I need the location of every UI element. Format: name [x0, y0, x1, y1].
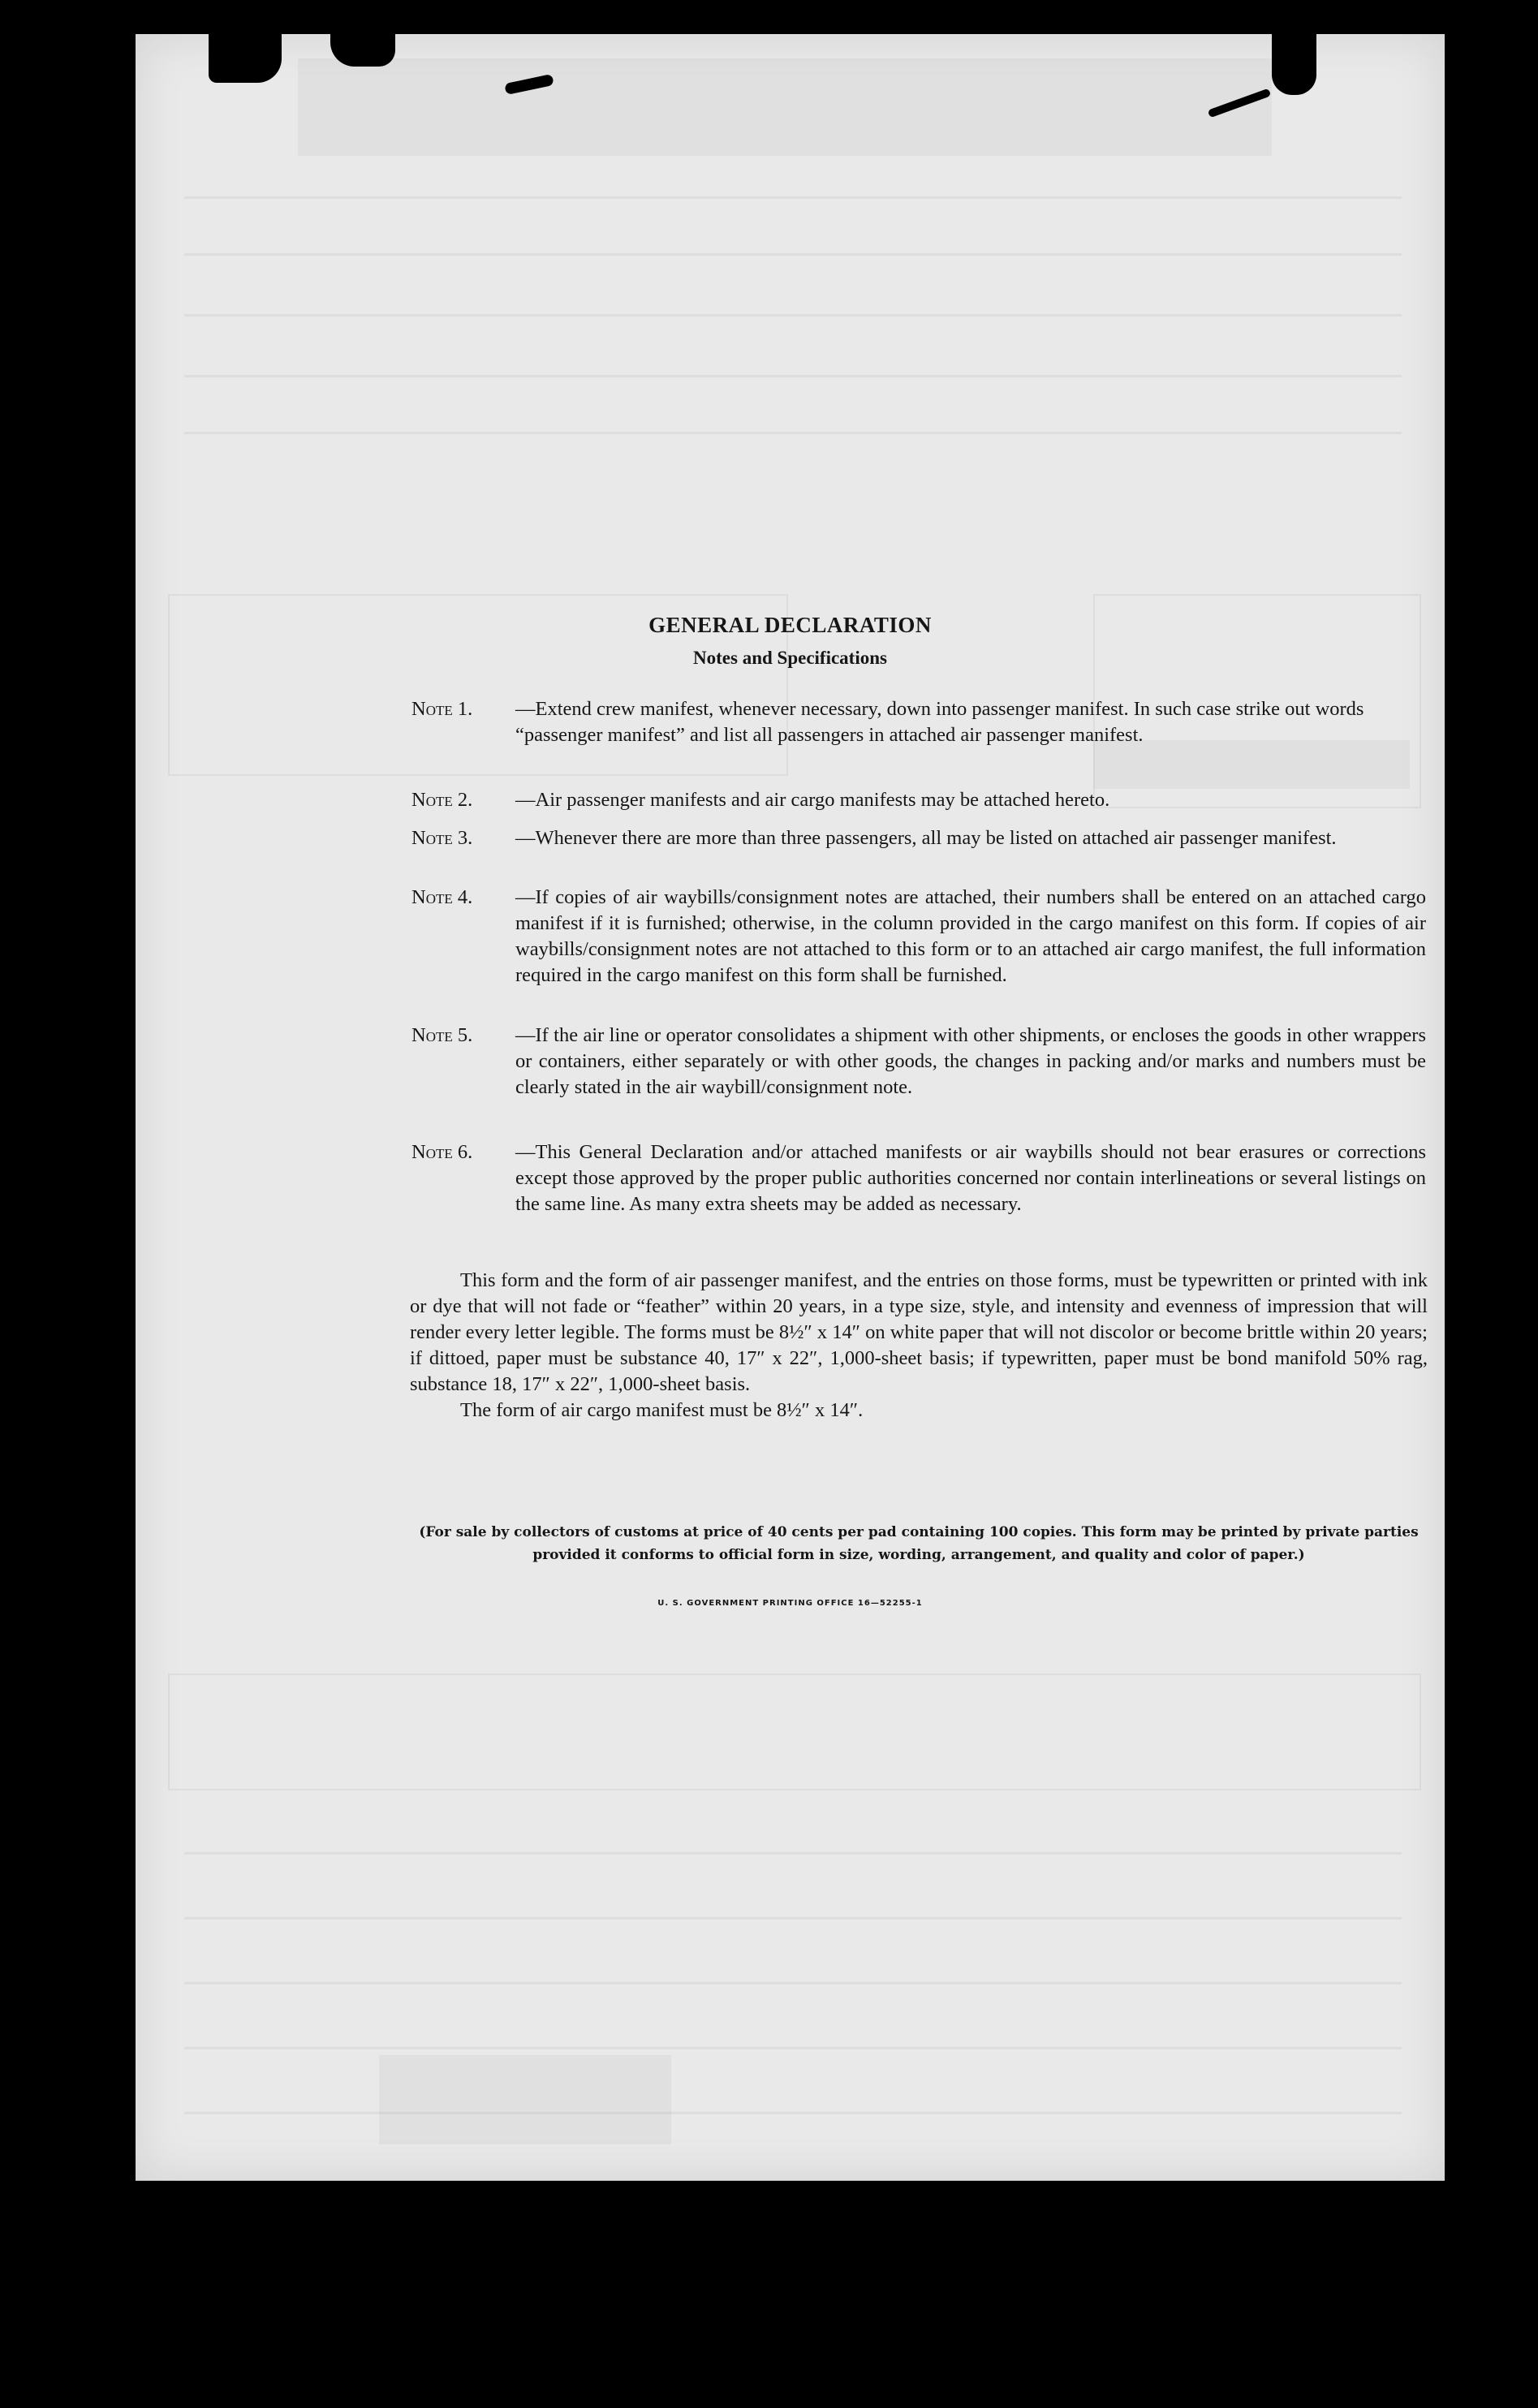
page-subtitle: Notes and Specifications [693, 648, 887, 668]
note-6 [411, 1139, 1426, 1217]
note-2 [411, 787, 1426, 813]
bleed-through-line [184, 375, 1402, 377]
note-text: —Extend crew manifest, whenever necessary, down into passenger manifest. In such case strike out words “passenger manifest” and list all passengers in attached air passenger manifest. [515, 698, 1364, 746]
torn-edge-mark [1272, 34, 1316, 95]
bleed-through-line [184, 1852, 1402, 1854]
note-3 [411, 825, 1426, 851]
cargo-manifest-size-text: The form of air cargo manifest must be 8½″ x 14″. [460, 1399, 864, 1421]
bleed-through-signature [379, 2055, 671, 2144]
note-label: Note 1. [411, 698, 473, 720]
printing-office-imprint: U. S. GOVERNMENT PRINTING OFFICE 16—52255-1 [657, 1599, 923, 1608]
bleed-through-line [184, 1917, 1402, 1919]
note-label: Note 6. [411, 1141, 473, 1163]
bleed-through-header [298, 58, 1272, 156]
bleed-through-line [184, 253, 1402, 256]
bleed-through-line [184, 2112, 1402, 2114]
note-label: Note 5. [411, 1024, 473, 1046]
note-text: —This General Declaration and/or attached manifests or air waybills should not bear erasures or corrections except those approved by the proper public authorities concerned nor contain interlineations or several listings on the same line. As many extra sheets may be added as necessary. [515, 1141, 1426, 1215]
bleed-through-line [184, 1982, 1402, 1984]
specifications-paragraph [410, 1268, 1428, 1424]
note-text: —If copies of air waybills/consignment notes are attached, their numbers shall be entered on an attached cargo manifest if it is furnished; otherwise, in the column provided in the cargo manifest on this form. If copies of air waybills/consignment notes are not attached to this form or to an attached air cargo manifest, the full information required in the cargo manifest on this form shall be furnished. [515, 886, 1426, 986]
note-text: —Whenever there are more than three passengers, all may be listed on attached air passenger manifest. [515, 827, 1337, 849]
note-4 [411, 885, 1426, 989]
note-1 [411, 696, 1426, 748]
paper-specification-text: This form and the form of air passenger manifest, and the entries on those forms, must be typewritten or printed with ink or dye that will not fade or “feather” within 20 years, in a type size, style, and intensity and evenness of impression that will render every letter legible. The forms must be 8½″ x 14″ on white paper that will not discolor or become brittle within 20 years; if dittoed, paper must be substance 40, 17″ x 22″, 1,000-sheet basis; if typewritten, paper must be bond manifold 50% rag, substance 18, 17″ x 22″, 1,000-sheet basis. [410, 1269, 1428, 1395]
bleed-through-line [184, 2047, 1402, 2049]
note-label: Note 4. [411, 886, 473, 908]
sale-notice: (For sale by collectors of customs at price of 40 cents per pad containing 100 copies. This form may be printed by private parties provided it conforms to official form in size, wording, arrangement, and quality and color of paper.) [419, 1524, 1419, 1563]
torn-edge-mark [209, 34, 282, 83]
note-text: —If the air line or operator consolidates a shipment with other shipments, or encloses the goods in other wrappers or containers, either separately or with other goods, the changes in packing and/or marks and numbers must be clearly stated in the air waybill/consignment note. [515, 1024, 1426, 1098]
note-label: Note 2. [411, 789, 473, 811]
document-page [136, 34, 1445, 2181]
page-title: GENERAL DECLARATION [648, 613, 932, 637]
bleed-through-line [184, 432, 1402, 434]
note-label: Note 3. [411, 827, 473, 849]
note-text: —Air passenger manifests and air cargo manifests may be attached hereto. [515, 789, 1110, 811]
bleed-through-line [184, 314, 1402, 317]
note-5 [411, 1023, 1426, 1101]
bleed-through-line [184, 196, 1402, 199]
torn-edge-mark [330, 34, 395, 67]
bleed-through-table [168, 1674, 1421, 1790]
